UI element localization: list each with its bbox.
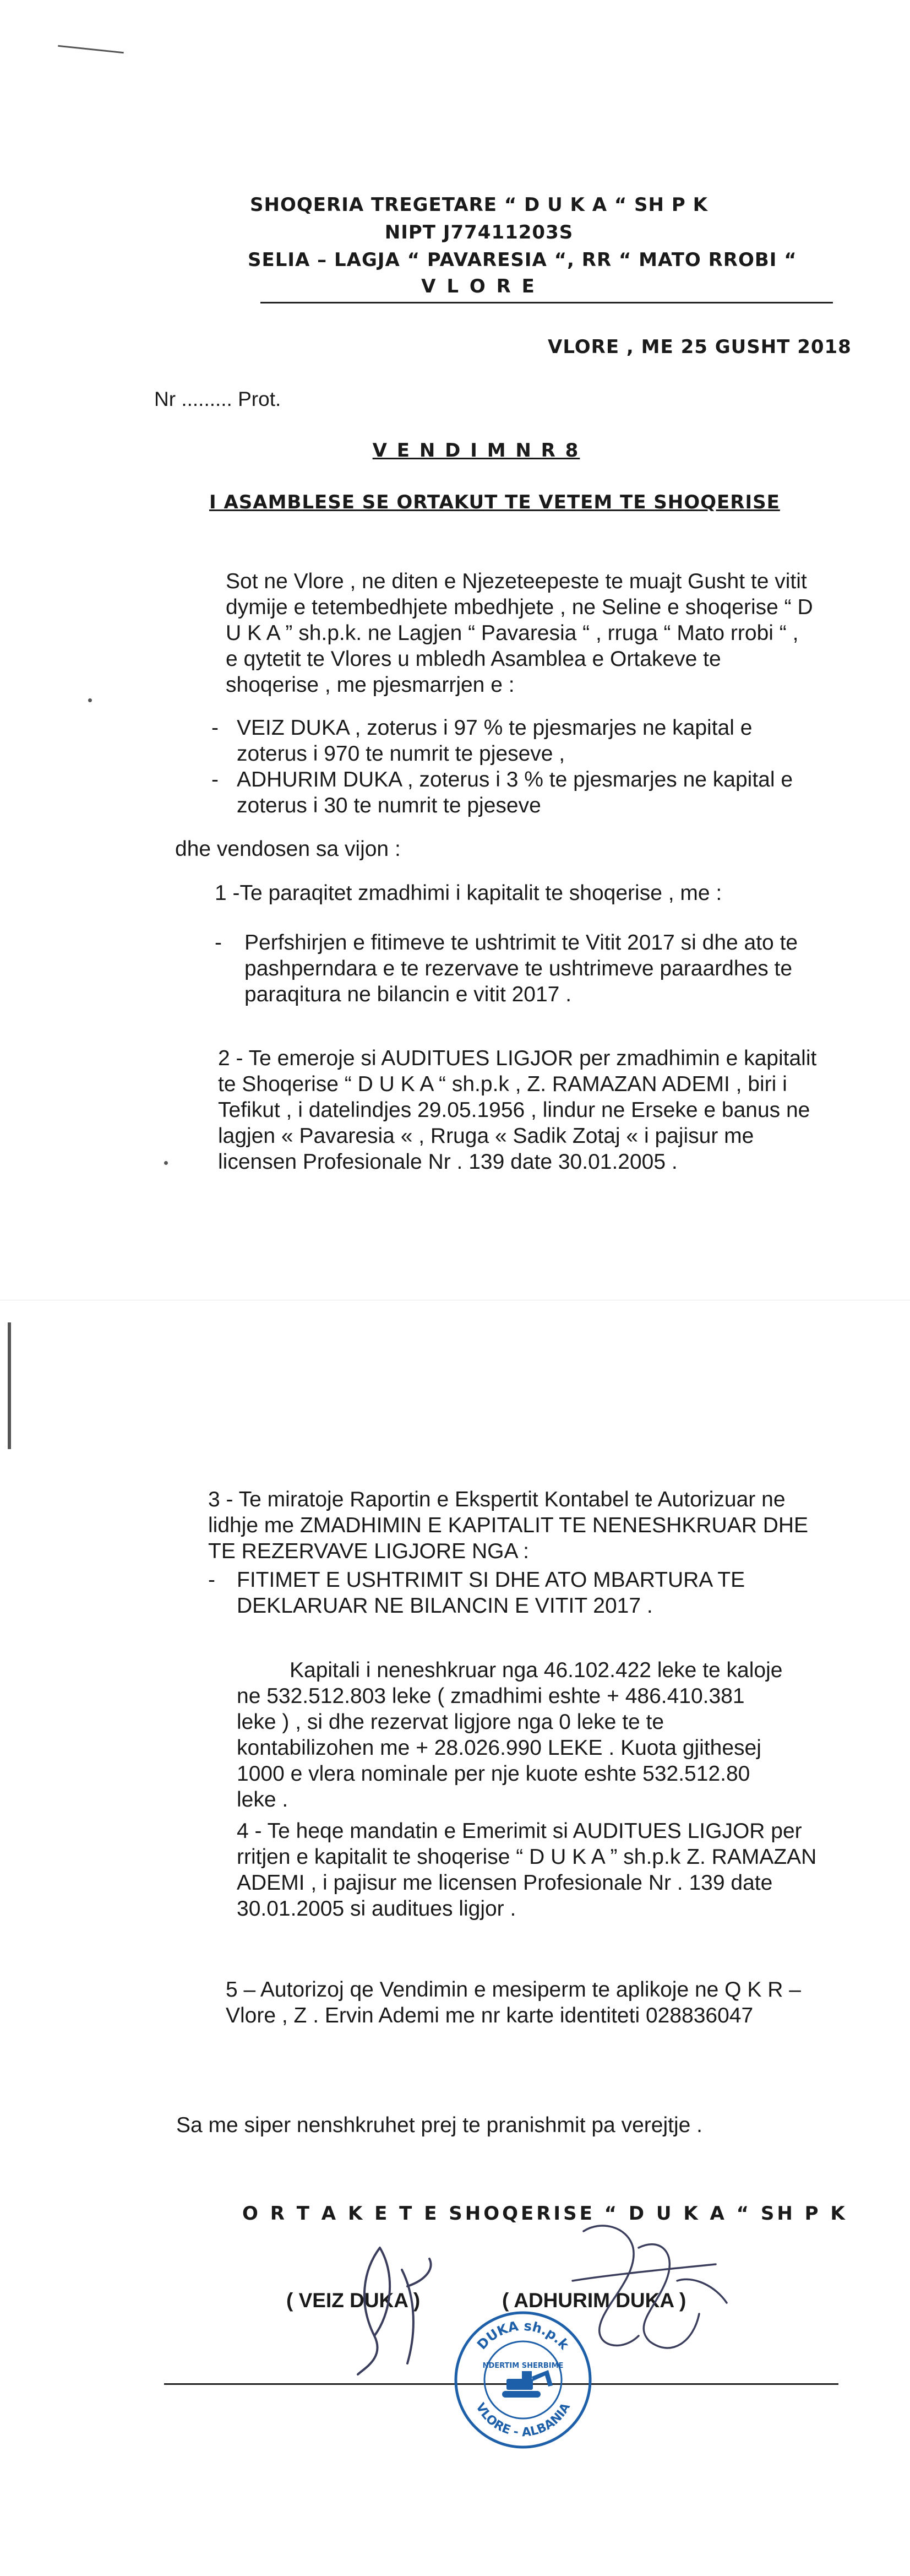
list-bullet: - <box>211 768 219 791</box>
list-bullet: - <box>208 1568 215 1592</box>
signatory-adhurim: ( ADHURIM DUKA ) <box>502 2289 686 2312</box>
item-3-detail: FITIMET E USHTRIMIT SI DHE ATO MBARTURA TE DEKLARUAR NE BILANCIN E VITIT 2017 . <box>237 1568 745 1618</box>
list-bullet: - <box>211 716 219 740</box>
stamp-bottom-text: VLORE - ALBANIA <box>473 2400 573 2440</box>
partner-1: VEIZ DUKA , zoterus i 97 % te pjesmarjes ne kapital e zoterus i 970 te numrit te pjeseve , <box>237 716 753 766</box>
decision-title: V E N D I M N R 8 <box>372 440 580 462</box>
item-5: 5 – Autorizoj qe Vendimin e mesiperm te aplikoje ne Q K R – Vlore , Z . Ervin Ademi me nr karte identiteti 028836047 <box>226 1978 801 2027</box>
company-stamp <box>451 2308 595 2452</box>
decision-subtitle: I ASAMBLESE SE ORTAKUT TE VETEM TE SHOQERISE <box>209 491 780 513</box>
item-1-detail: Perfshirjen e fitimeve te ushtrimit te Vitit 2017 si dhe ato te pashperndara e te rezervave te ushtrimeve paraardhes te paraqitura ne bilancin e vitit 2017 . <box>244 931 798 1006</box>
scan-mark <box>58 45 124 54</box>
company-city: V L O R E <box>421 275 537 297</box>
item-3: 3 - Te miratoje Raportin e Ekspertit Kontabel te Autorizuar ne lidhje me ZMADHIMIN E KAPITALIT TE NENESHKRUAR DHE TE REZERVAVE LIGJORE NGA : <box>208 1488 809 1563</box>
place-date: VLORE , ME 25 GUSHT 2018 <box>548 336 852 358</box>
decides-line: dhe vendosen sa vijon : <box>175 837 401 861</box>
header-divider <box>260 302 833 303</box>
signature-veiz <box>341 2237 457 2380</box>
company-name: SHOQERIA TREGETARE “ D U K A “ SH P K <box>250 194 708 216</box>
svg-text:VLORE - ALBANIA <box>473 2401 573 2439</box>
page-2 <box>0 1300 910 2576</box>
stamp-top-text: DUKA sh.p.k <box>474 2318 573 2353</box>
item-3-capital: Kapitali i neneshkruar nga 46.102.422 leke te kaloje ne 532.512.803 leke ( zmadhimi eshte + 486.410.381 leke ) , si dhe rezervat ligjore nga 0 leke te te kontabilizohen me + 28.026.990 LEKE . Kuota gjithesej 1000 e vlera nominale per nje kuote eshte 532.512.80 leke . <box>237 1658 783 1812</box>
intro-paragraph: Sot ne Vlore , ne diten e Njezeteepeste te muajt Gusht te vitit dymije e tetembedhjete mbedhjete , ne Seline e shoqerise “ D U K A ” sh.p.k. ne Lagjen “ Pavaresia “ , rruga “ Mato rrobi “ , e qytetit te Vlores u mbledh Asamblea e Ortakeve te shoqerise , me pjesmarrjen e : <box>226 570 813 697</box>
signatory-veiz: ( VEIZ DUKA ) <box>286 2289 421 2312</box>
list-bullet: - <box>215 931 222 955</box>
company-seat: SELIA – LAGJA “ PAVARESIA “, RR “ MATO RROBI “ <box>248 249 797 271</box>
item-4: 4 - Te heqe mandatin e Emerimit si AUDITUES LIGJOR per rritjen e kapitalit te shoqerise “ D U K A ” sh.p.k Z. RAMAZAN ADEMI , i pajisur me licensen Profesionale Nr . 139 date 30.01.2005 si auditues ligjor . <box>237 1819 817 1921</box>
company-nipt: NIPT J77411203S <box>384 221 574 243</box>
scan-mark <box>164 1161 168 1165</box>
partner-2: ADHURIM DUKA , zoterus i 3 % te pjesmarjes ne kapital e zoterus i 30 te numrit te pjeseve <box>237 768 793 817</box>
item-1: 1 -Te paraqitet zmadhimi i kapitalit te shoqerise , me : <box>215 881 722 905</box>
scan-edge <box>8 1322 11 1449</box>
stamp-middle-text: NDERTIM SHERBIME <box>482 2362 564 2370</box>
closing-statement: Sa me siper nenshkruhet prej te pranishmit pa verejtje . <box>176 2113 702 2137</box>
signatories-title: O R T A K E T E SHOQERISE “ D U K A “ SH P K <box>242 2203 848 2225</box>
stamp-excavator-icon <box>502 2370 553 2398</box>
protocol-number: Nr ......... Prot. <box>154 388 281 410</box>
item-2: 2 - Te emeroje si AUDITUES LIGJOR per zmadhimin e kapitalit te Shoqerise “ D U K A “ sh.p.k , Z. RAMAZAN ADEMI , biri i Tefikut , i datelindjes 29.05.1956 , lindur ne Erseke e banus ne lagjen « Pavaresia « , Rruga « Sadik Zotaj « i pajisur me licensen Profesionale Nr . 139 date 30.01.2005 . <box>218 1046 817 1174</box>
scan-mark <box>88 698 92 702</box>
